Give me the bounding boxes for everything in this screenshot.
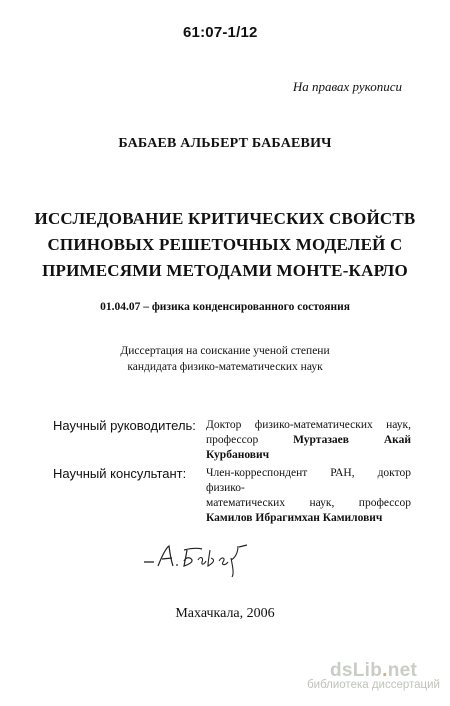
consultant-info	[206, 466, 411, 526]
consultant-degree-1: Член-корреспондент РАН, доктор физико-	[206, 467, 411, 494]
watermark-logo: dsLib.net	[329, 660, 418, 681]
rights-note: На правах рукописи	[292, 79, 402, 94]
dissertation-title-line-2: СПИНОВЫХ РЕШЕТОЧНЫХ МОДЕЛЕЙ С	[47, 235, 403, 254]
supervisor-label: Научный руководитель:	[53, 418, 196, 433]
supervisor-info	[206, 418, 411, 463]
degree-line-1: Диссертация на соискание ученой степени	[120, 345, 330, 357]
degree-line-2: кандидата физико-математических наук	[127, 361, 323, 373]
library-watermark	[307, 660, 440, 691]
supervisor-degree: Доктор физико-математических наук,	[206, 419, 411, 431]
library-code: 61:07-1/12	[183, 24, 258, 41]
watermark-tagline: библиотека диссертаций	[307, 679, 440, 691]
author-name: БАБАЕВ АЛЬБЕРТ БАБАЕВИЧ	[118, 136, 332, 151]
consultant-label: Научный консультант:	[53, 466, 187, 481]
specialty-code: 01.04.07 – физика конденсированного состояния	[100, 301, 350, 313]
consultant-name: Камилов Ибрагимхан Камилович	[206, 512, 383, 524]
dissertation-title-line-1: ИССЛЕДОВАНИЕ КРИТИЧЕСКИХ СВОЙСТВ	[34, 209, 416, 228]
supervisor-title: профессор	[206, 434, 259, 446]
supervisor-name: Муртазаев Акай Курбанович	[206, 434, 411, 461]
consultant-degree-2: математических наук, профессор	[206, 497, 411, 509]
place-year: Махачкала, 2006	[175, 606, 275, 621]
handwritten-signature	[140, 528, 250, 578]
dissertation-title-line-3: ПРИМЕСЯМИ МЕТОДАМИ МОНТЕ-КАРЛО	[42, 261, 408, 280]
